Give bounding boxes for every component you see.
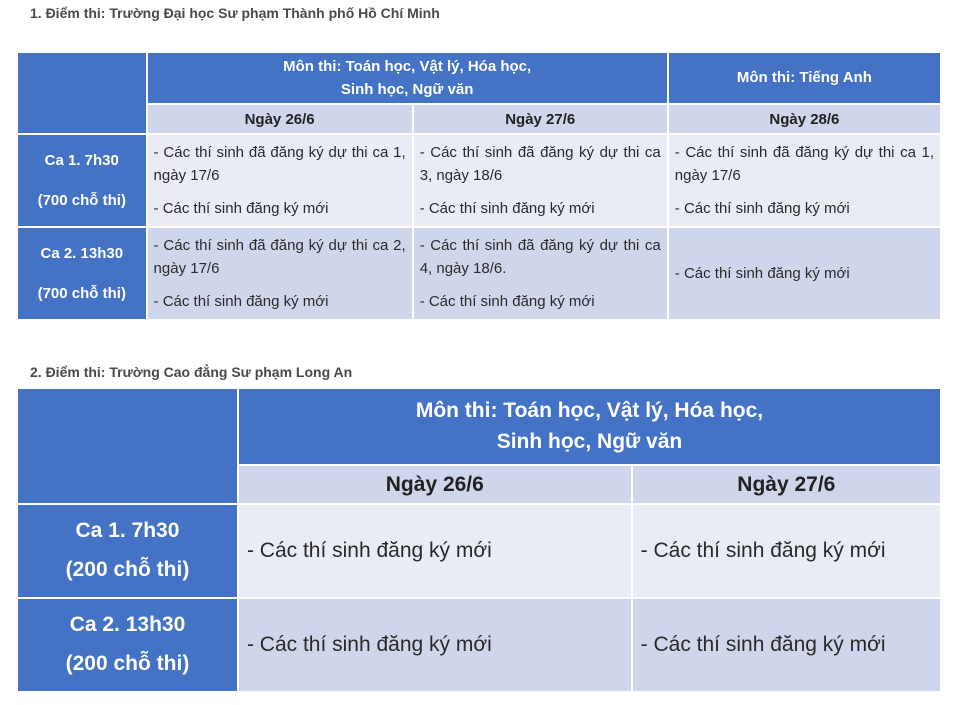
- schedule-cell: [414, 135, 667, 226]
- table1-subject-header: [148, 53, 667, 103]
- session-header: [18, 505, 237, 597]
- cell-line: - Các thí sinh đăng ký mới: [674, 264, 850, 282]
- session-label: Ca 2. 13h30: [69, 613, 186, 637]
- day-header: Ngày 26/6: [148, 105, 412, 133]
- session-capacity: (200 chỗ thi): [65, 558, 190, 581]
- subject-line: Môn thi: Toán học, Vật lý, Hóa học,: [283, 57, 532, 75]
- subject-line: Môn thi: Toán học, Vật lý, Hóa học,: [415, 399, 764, 423]
- schedule-cell: - Các thí sinh đăng ký mới: [239, 599, 631, 691]
- session-capacity: (200 chỗ thi): [65, 652, 190, 675]
- session-header: [18, 228, 146, 319]
- schedule-cell: [148, 135, 412, 226]
- session-header: [18, 599, 237, 691]
- cell-line: - Các thí sinh đăng ký mới: [153, 293, 329, 311]
- schedule-cell: [414, 228, 667, 319]
- cell-line: - Các thí sinh đăng ký mới: [419, 200, 595, 218]
- exam-schedule-table-2: [16, 387, 942, 693]
- session-label: Ca 1. 7h30: [75, 519, 180, 543]
- cell-line: - Các thí sinh đã đăng ký dự thi ca 1, ngày 17/6: [153, 143, 406, 184]
- schedule-cell: - Các thí sinh đăng ký mới: [633, 505, 940, 597]
- table2-corner-cell: [18, 389, 237, 503]
- day-header: Ngày 27/6: [633, 466, 940, 503]
- day-header: Ngày 27/6: [414, 105, 667, 133]
- cell-line: - Các thí sinh đăng ký mới: [153, 200, 329, 218]
- session-label: Ca 1. 7h30: [44, 151, 119, 169]
- session-capacity: (700 chỗ thi): [37, 284, 126, 302]
- day-header: Ngày 28/6: [669, 105, 940, 133]
- day-header: Ngày 26/6: [239, 466, 631, 503]
- schedule-cell: [669, 135, 940, 226]
- session-header: [18, 135, 146, 226]
- cell-line: - Các thí sinh đã đăng ký dự thi ca 2, ngày 17/6: [153, 236, 406, 277]
- cell-line: - Các thí sinh đã đăng ký dự thi ca 3, ngày 18/6: [419, 143, 661, 184]
- table1-corner-cell: [18, 53, 146, 133]
- subject-line: Sinh học, Ngữ văn: [496, 429, 683, 453]
- schedule-cell: [148, 228, 412, 319]
- session-capacity: (700 chỗ thi): [37, 191, 126, 209]
- cell-line: - Các thí sinh đăng ký mới: [419, 293, 595, 311]
- subject-line: Sinh học, Ngữ văn: [340, 81, 474, 98]
- schedule-cell: - Các thí sinh đăng ký mới: [239, 505, 631, 597]
- table1-english-header: Môn thi: Tiếng Anh: [669, 53, 940, 103]
- cell-line: - Các thí sinh đăng ký mới: [674, 200, 850, 218]
- schedule-cell: - Các thí sinh đăng ký mới: [633, 599, 940, 691]
- cell-line: - Các thí sinh đã đăng ký dự thi ca 1, ngày 17/6: [674, 143, 934, 184]
- cell-line: - Các thí sinh đã đăng ký dự thi ca 4, ngày 18/6.: [419, 236, 661, 277]
- section2-heading: 2. Điểm thi: Trường Cao đẳng Sư phạm Long An: [30, 364, 353, 380]
- session-label: Ca 2. 13h30: [40, 244, 124, 262]
- table2-subject-header: [239, 389, 940, 464]
- schedule-cell: [669, 228, 940, 319]
- section1-heading: 1. Điểm thi: Trường Đại học Sư phạm Thành phố Hồ Chí Minh: [30, 5, 440, 21]
- exam-schedule-table-1: [16, 51, 942, 321]
